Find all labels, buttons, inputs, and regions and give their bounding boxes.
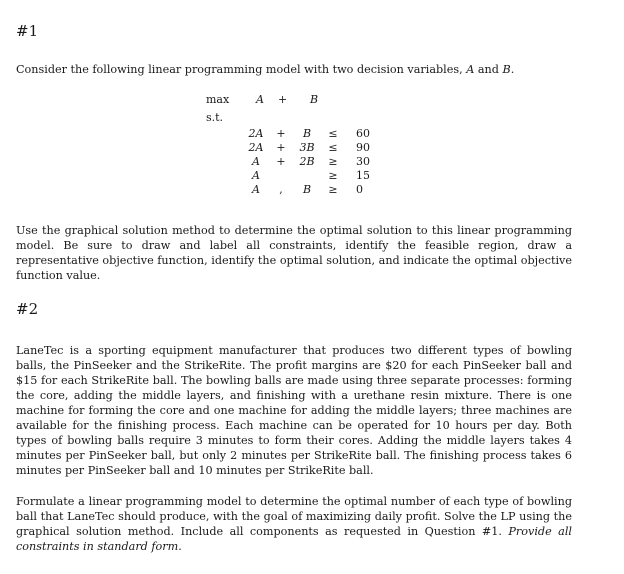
constraint-operator: + <box>276 127 286 140</box>
variable-b: B <box>502 63 511 76</box>
constraint-relation: ≥ <box>328 183 338 196</box>
question-1-instructions: Use the graphical solution method to determine the optimal solution to this linear programming model. Be sure to draw and label all constraints, identify the feasible region, draw a representative objective function, identify the optimal solution, and indicate the optimal objective function value. <box>16 224 572 282</box>
constraint-relation: ≥ <box>328 169 338 182</box>
intro-text: Consider the following linear programming model with two decision variables, <box>16 63 467 76</box>
constraint-term-1: 2A <box>248 127 264 140</box>
question-2-task <box>16 494 572 554</box>
constraint-operator: + <box>276 141 286 154</box>
constraint-term-2: B <box>302 127 312 140</box>
constraint-relation: ≥ <box>328 155 338 168</box>
constraint-term-2: B <box>302 183 312 196</box>
objective-plus: + <box>278 93 288 106</box>
objective-term-a: A <box>256 93 264 106</box>
constraint-rhs: 60 <box>356 127 370 140</box>
task-text: Formulate a linear programming model to determine the optimal number of each type of bowling ball that LaneTec should produce, with the goal of maximizing daily profit. Solve the LP using the graphical solution method. Include all components as requested in Question #1. <box>16 495 572 538</box>
constraint-term-1: A <box>252 155 260 168</box>
constraint-operator: + <box>276 155 286 168</box>
st-keyword: s.t. <box>206 111 224 124</box>
constraint-rhs: 90 <box>356 141 370 154</box>
constraint-relation: ≤ <box>328 141 338 154</box>
intro-conjunction: and <box>474 63 503 76</box>
question-1-heading: #1 <box>16 22 39 40</box>
constraint-term-2: 2B <box>299 155 315 168</box>
question-1-intro <box>16 62 572 77</box>
constraint-rhs: 15 <box>356 169 370 182</box>
max-keyword: max <box>206 93 230 106</box>
constraint-operator: , <box>279 183 283 196</box>
intro-period: . <box>510 63 515 76</box>
constraint-rhs: 0 <box>356 183 363 196</box>
objective-term-b: B <box>310 93 319 106</box>
constraint-relation: ≤ <box>328 127 338 140</box>
constraint-term-1: A <box>252 183 260 196</box>
variable-a: A <box>466 63 475 76</box>
task-note: Provide all constraints in standard form. <box>16 525 572 553</box>
constraint-term-1: 2A <box>248 141 264 154</box>
constraint-term-2: 3B <box>299 141 315 154</box>
constraint-term-1: A <box>252 169 260 182</box>
question-2-scenario: LaneTec is a sporting equipment manufacturer that produces two different types of bowling balls, the PinSeeker and the StrikeRite. The profit margins are $20 for each PinSeeker ball and $15 for each StrikeRite ball. The bowling balls are made using three separate processes: forming the core, adding the middle layers, and finishing with a urethane resin mixture. There is one machine for forming the core and one machine for adding the middle layers; three machines are available for the finishing process. Each machine can be operated for 10 hours per day. Both types of bowling balls require 3 minutes to form their cores. Adding the middle layers takes 4 minutes per PinSeeker ball, but only 2 minutes per StrikeRite ball. The finishing process takes 6 minutes per PinSeeker ball and 10 minutes per StrikeRite ball. <box>16 344 572 477</box>
constraint-rhs: 30 <box>356 155 370 168</box>
question-2-heading: #2 <box>16 300 39 318</box>
